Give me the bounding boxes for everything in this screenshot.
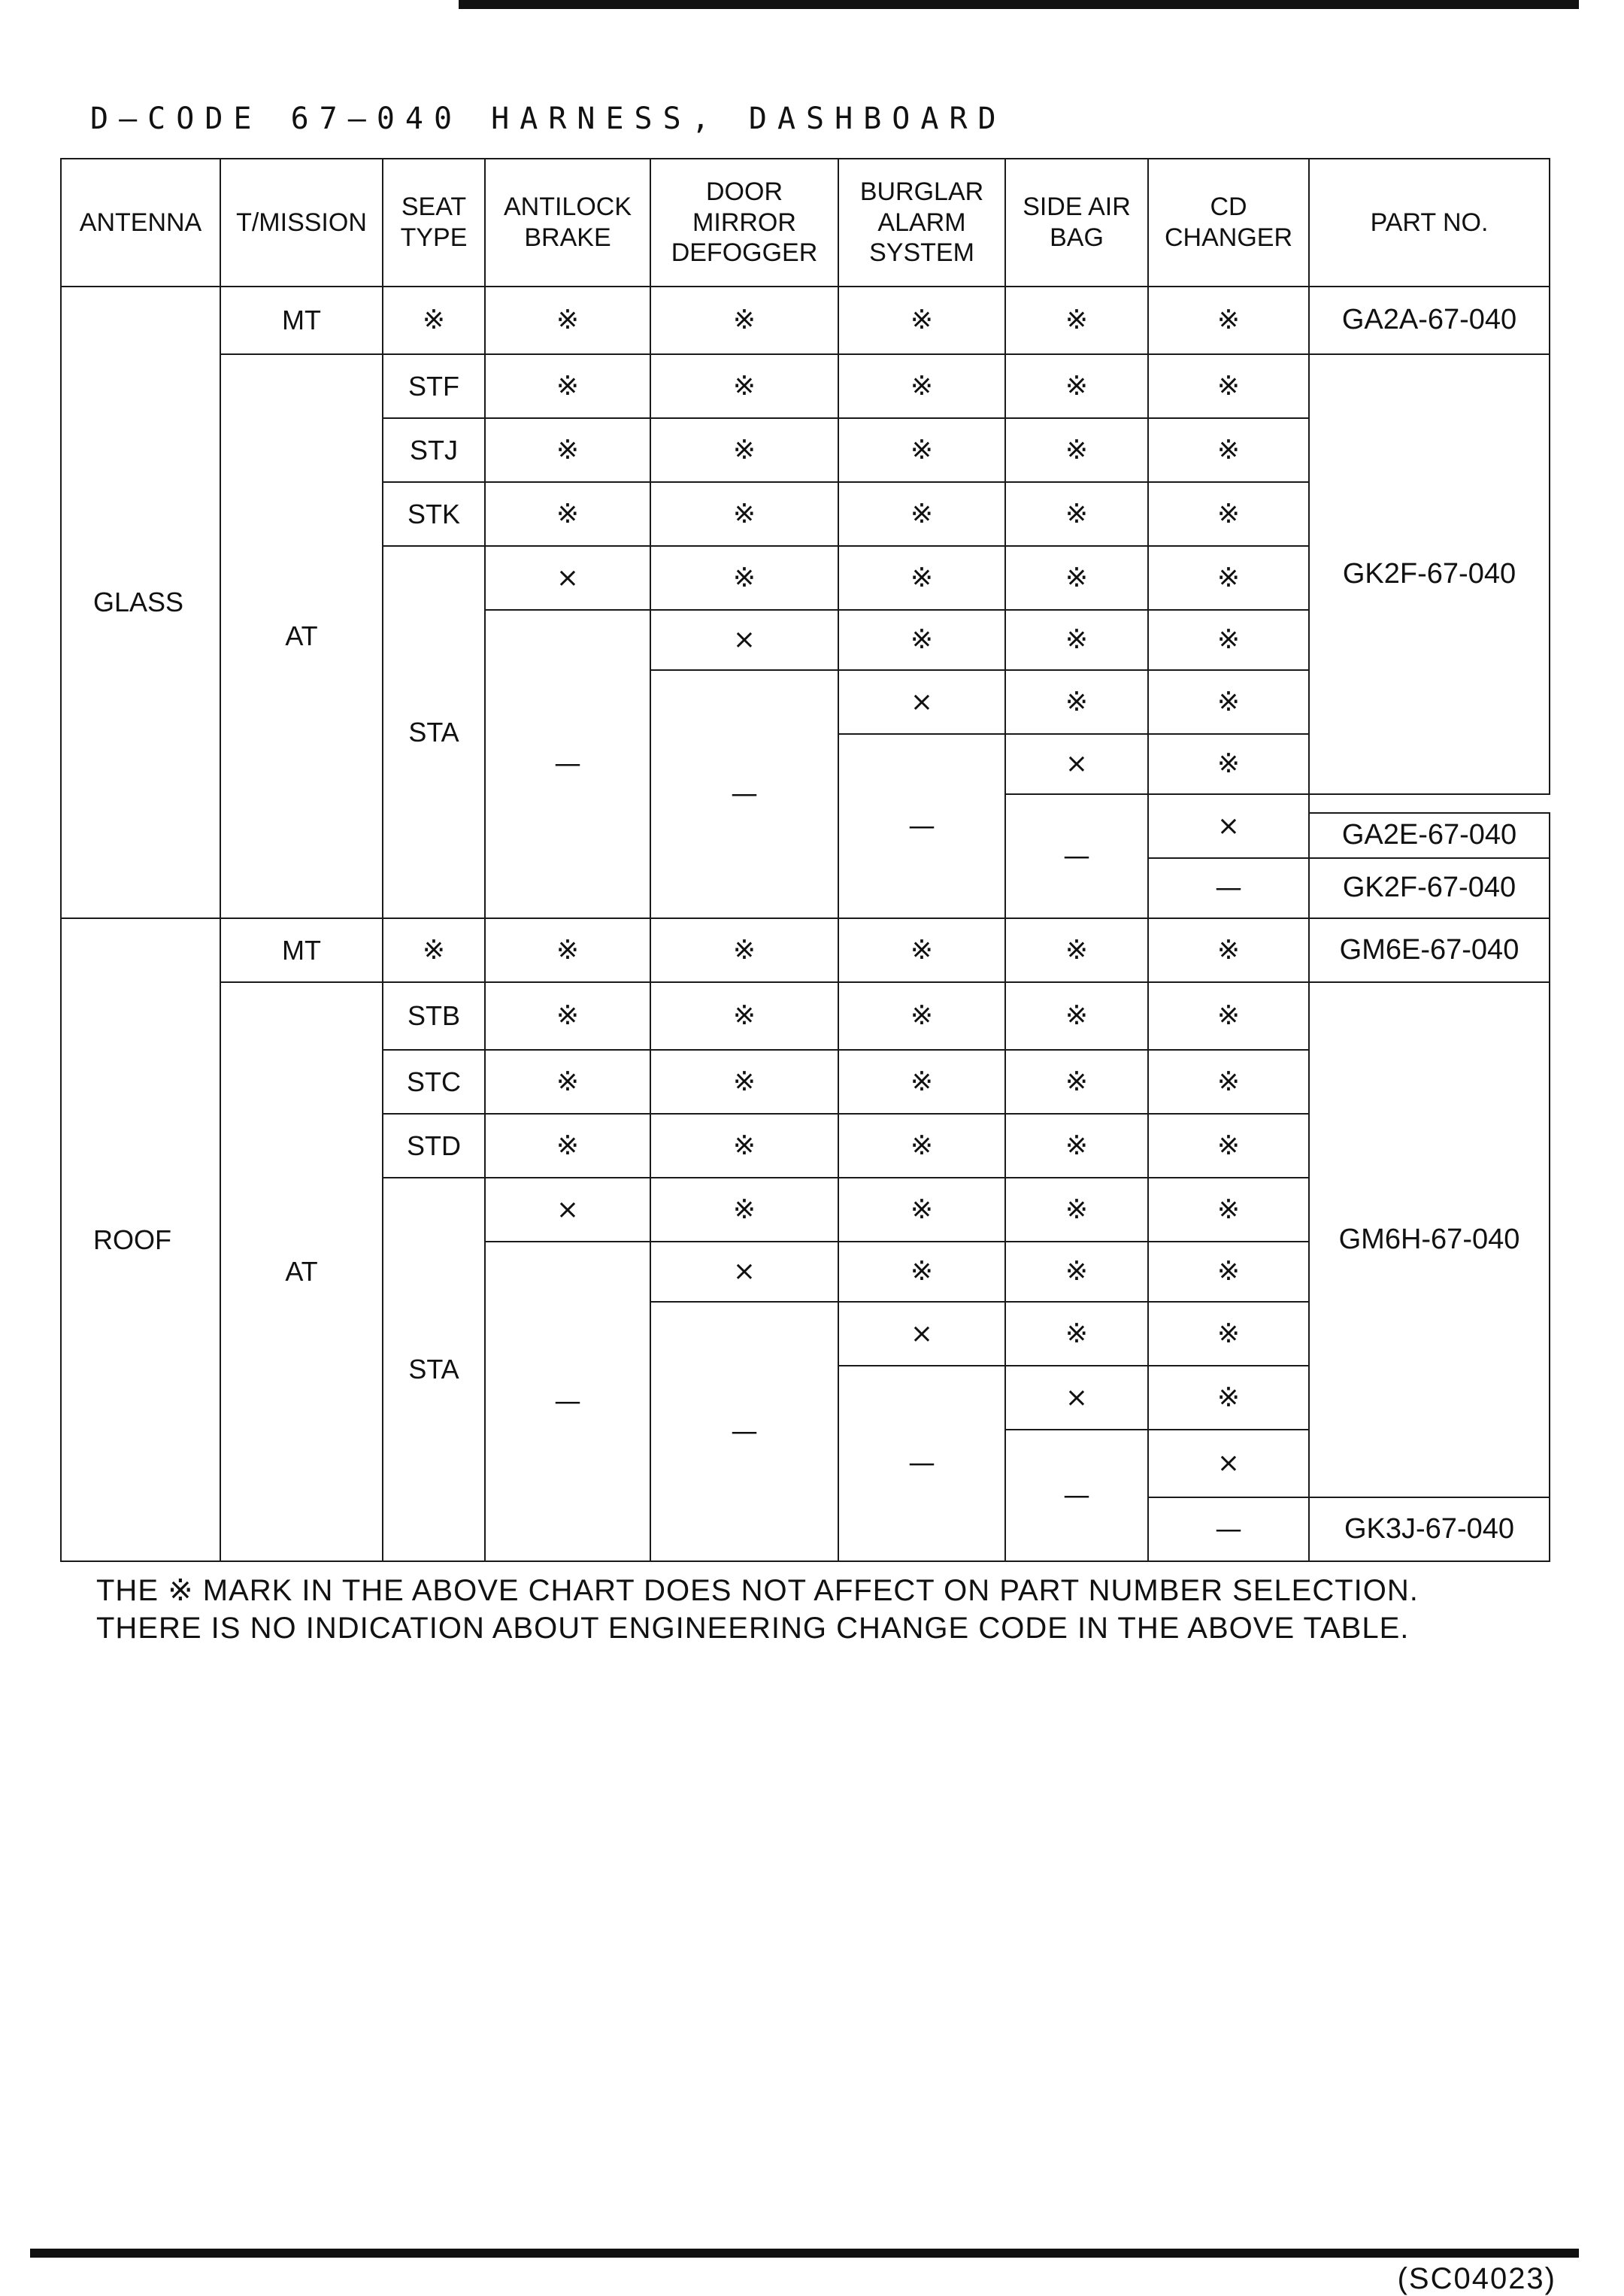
- star-mark: ※: [838, 354, 1005, 418]
- star-mark: ※: [838, 482, 1005, 546]
- part-number: GA2E-67-040: [1309, 813, 1550, 858]
- header-row: [61, 159, 1550, 287]
- cross-mark: ×: [650, 1242, 838, 1302]
- star-mark: ※: [1148, 1114, 1309, 1178]
- header-side-air-bag: SIDE AIR BAG: [1005, 159, 1148, 287]
- star-mark: ※: [1005, 1302, 1148, 1366]
- star-mark: ※: [650, 287, 838, 354]
- star-mark: ※: [485, 982, 650, 1050]
- cross-mark: ×: [1005, 1366, 1148, 1430]
- cross-mark: ×: [838, 670, 1005, 734]
- seat-type: STD: [383, 1114, 485, 1178]
- star-mark: ※: [383, 287, 485, 354]
- star-mark: ※: [1148, 482, 1309, 546]
- star-mark: ※: [650, 1178, 838, 1242]
- cross-mark: ×: [1148, 794, 1309, 858]
- bottom-rule: [30, 2249, 1579, 2258]
- star-mark: ※: [650, 1050, 838, 1114]
- table-row: [61, 287, 1550, 354]
- star-mark: ※: [1148, 1366, 1309, 1430]
- dash-mark: —: [485, 610, 650, 918]
- star-mark: ※: [1148, 354, 1309, 418]
- dash-mark: —: [1148, 858, 1309, 918]
- table-notes: [96, 1572, 1419, 1647]
- star-mark: ※: [485, 354, 650, 418]
- cross-mark: ×: [1148, 1430, 1309, 1497]
- star-mark: ※: [485, 918, 650, 982]
- cross-mark: ×: [650, 610, 838, 670]
- seat-type: STA: [383, 1178, 485, 1561]
- dash-mark: —: [1148, 1497, 1309, 1561]
- star-mark: ※: [1005, 354, 1148, 418]
- header-seat-type: SEAT TYPE: [383, 159, 485, 287]
- star-mark: ※: [838, 1114, 1005, 1178]
- part-number: GK2F-67-040: [1309, 858, 1550, 918]
- star-mark: ※: [1005, 982, 1148, 1050]
- star-mark: ※: [838, 546, 1005, 610]
- star-mark: ※: [1148, 1178, 1309, 1242]
- note-line: THERE IS NO INDICATION ABOUT ENGINEERING CHANGE CODE IN THE ABOVE TABLE.: [96, 1612, 1410, 1645]
- star-mark: ※: [383, 918, 485, 982]
- table-row: [61, 982, 1550, 1050]
- star-mark: ※: [1005, 918, 1148, 982]
- star-mark: ※: [1148, 418, 1309, 482]
- table-row: [61, 354, 1550, 418]
- top-rule: [459, 0, 1579, 9]
- star-mark: ※: [485, 482, 650, 546]
- note-line: THE ※ MARK IN THE ABOVE CHART DOES NOT AFFECT ON PART NUMBER SELECTION.: [96, 1574, 1419, 1607]
- star-mark: ※: [838, 610, 1005, 670]
- star-mark: ※: [838, 918, 1005, 982]
- seat-type: STC: [383, 1050, 485, 1114]
- star-mark: ※: [650, 1114, 838, 1178]
- star-mark: ※: [1005, 482, 1148, 546]
- star-mark: ※: [1148, 610, 1309, 670]
- antenna-glass: GLASS: [61, 287, 220, 918]
- header-cd-changer: CD CHANGER: [1148, 159, 1309, 287]
- cross-mark: ×: [485, 1178, 650, 1242]
- star-mark: ※: [650, 418, 838, 482]
- cross-mark: ×: [485, 546, 650, 610]
- dash-mark: —: [650, 1302, 838, 1561]
- star-mark: ※: [1005, 610, 1148, 670]
- star-mark: ※: [1148, 918, 1309, 982]
- header-door-mirror-defogger: DOOR MIRROR DEFOGGER: [650, 159, 838, 287]
- star-mark: ※: [650, 546, 838, 610]
- star-mark: ※: [1148, 287, 1309, 354]
- seat-type: STK: [383, 482, 485, 546]
- star-mark: ※: [650, 982, 838, 1050]
- header-transmission: T/MISSION: [220, 159, 383, 287]
- part-number: GK3J-67-040: [1309, 1497, 1550, 1561]
- footer-code: (SC04023): [1397, 2262, 1556, 2295]
- header-part-no: PART NO.: [1309, 159, 1550, 287]
- star-mark: ※: [1148, 982, 1309, 1050]
- dash-mark: —: [485, 1242, 650, 1561]
- part-number: GM6H-67-040: [1309, 982, 1550, 1497]
- star-mark: ※: [838, 418, 1005, 482]
- transmission-mt: MT: [220, 918, 383, 982]
- harness-table: [60, 158, 1550, 1562]
- star-mark: ※: [1148, 1302, 1309, 1366]
- transmission-at: AT: [220, 354, 383, 918]
- star-mark: ※: [1005, 1242, 1148, 1302]
- seat-type: STA: [383, 546, 485, 918]
- star-mark: ※: [650, 918, 838, 982]
- cross-mark: ×: [838, 1302, 1005, 1366]
- star-mark: ※: [485, 1114, 650, 1178]
- dash-mark: —: [1005, 794, 1148, 918]
- star-mark: ※: [1005, 1178, 1148, 1242]
- star-mark: ※: [1148, 546, 1309, 610]
- star-mark: ※: [1005, 287, 1148, 354]
- star-mark: ※: [650, 482, 838, 546]
- star-mark: ※: [838, 287, 1005, 354]
- seat-type: STB: [383, 982, 485, 1050]
- seat-type: STJ: [383, 418, 485, 482]
- header-antenna: ANTENNA: [61, 159, 220, 287]
- seat-type: STF: [383, 354, 485, 418]
- antenna-roof: ROOF: [61, 918, 220, 1561]
- star-mark: ※: [485, 287, 650, 354]
- star-mark: ※: [1005, 546, 1148, 610]
- star-mark: ※: [838, 982, 1005, 1050]
- star-mark: ※: [1005, 1114, 1148, 1178]
- star-mark: ※: [1148, 1050, 1309, 1114]
- header-antilock-brake: ANTILOCK BRAKE: [485, 159, 650, 287]
- star-mark: ※: [485, 1050, 650, 1114]
- star-mark: ※: [1005, 670, 1148, 734]
- star-mark: ※: [838, 1178, 1005, 1242]
- document-title: D—CODE 67—040 HARNESS, DASHBOARD: [90, 102, 1007, 136]
- dash-mark: —: [838, 1366, 1005, 1561]
- cross-mark: ×: [1005, 734, 1148, 794]
- star-mark: ※: [1005, 1050, 1148, 1114]
- star-mark: ※: [838, 1242, 1005, 1302]
- transmission-at: AT: [220, 982, 383, 1561]
- part-number: GM6E-67-040: [1309, 918, 1550, 982]
- star-mark: ※: [1148, 670, 1309, 734]
- star-mark: ※: [1005, 418, 1148, 482]
- star-mark: ※: [838, 1050, 1005, 1114]
- star-mark: ※: [1148, 1242, 1309, 1302]
- star-mark: ※: [485, 418, 650, 482]
- part-number: GK2F-67-040: [1309, 354, 1550, 794]
- part-number: GA2A-67-040: [1309, 287, 1550, 354]
- star-mark: ※: [1148, 734, 1309, 794]
- transmission-mt: MT: [220, 287, 383, 354]
- star-mark: ※: [650, 354, 838, 418]
- header-burglar-alarm-system: BURGLAR ALARM SYSTEM: [838, 159, 1005, 287]
- dash-mark: —: [1005, 1430, 1148, 1561]
- dash-mark: —: [650, 670, 838, 918]
- table-row: [61, 918, 1550, 982]
- dash-mark: —: [838, 734, 1005, 918]
